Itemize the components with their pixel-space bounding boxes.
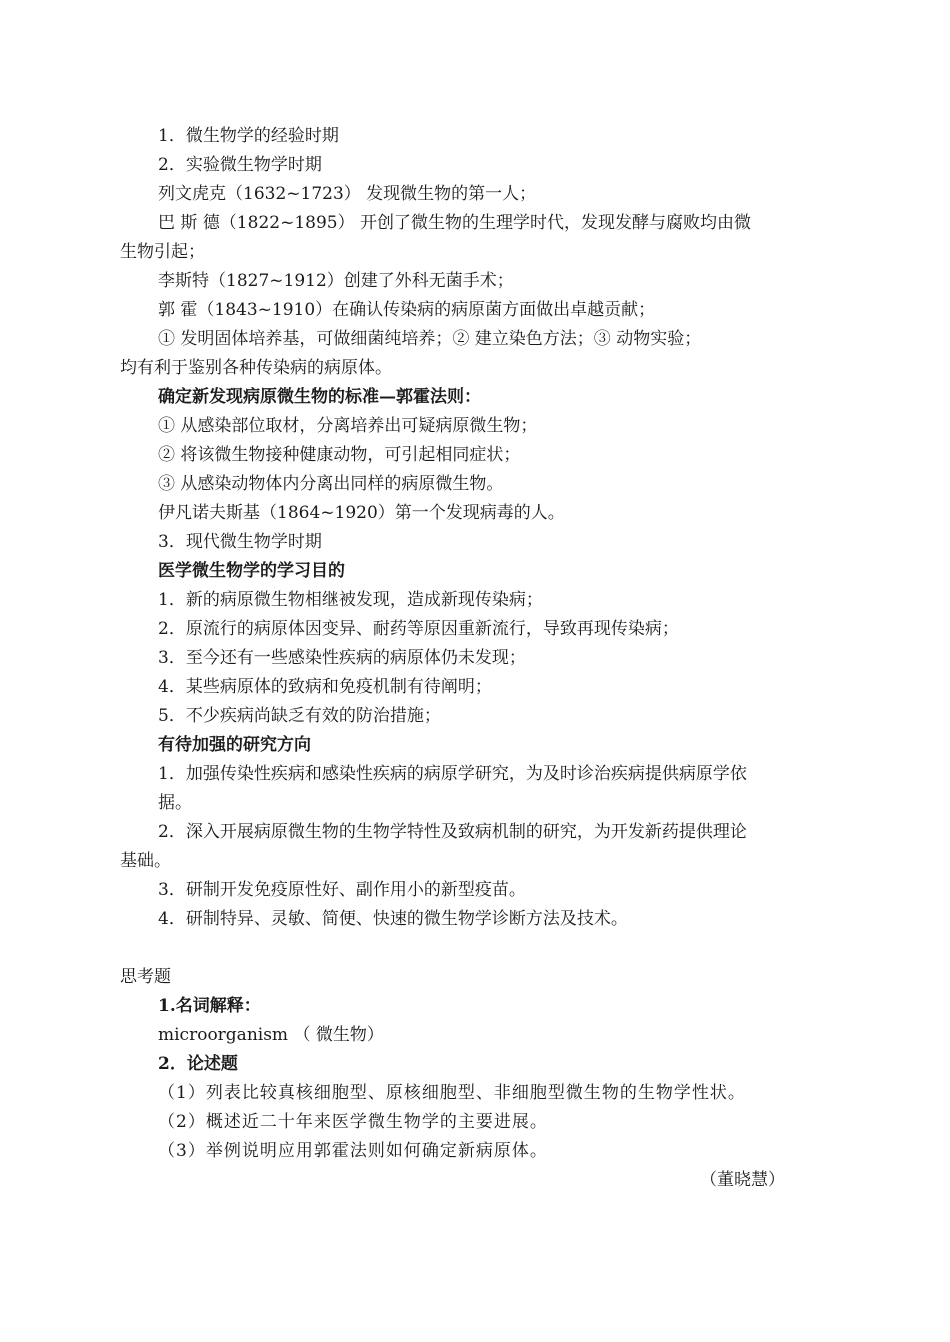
history-period-3: 3．现代微生物学时期 [158, 532, 322, 552]
research-item-2-line-1: 2．深入开展病原微生物的生物学特性及致病机制的研究，为开发新药提供理论 [158, 822, 747, 842]
postulate-3: ③ 从感染动物体内分离出同样的病原微生物。 [158, 474, 504, 494]
postulate-2: ② 将该微生物接种健康动物，可引起相同症状； [158, 445, 521, 465]
question-1-heading: 1.名词解释： [158, 996, 261, 1016]
purpose-item: 4．某些病原体的致病和免疫机制有待阐明； [158, 677, 492, 697]
question-2-item: （2）概述近二十年来医学微生物学的主要进展。 [158, 1112, 548, 1132]
research-item-4: 4．研制特异、灵敏、简便、快速的微生物学诊断方法及技术。 [158, 909, 628, 929]
koch-methods-line: ① 发明固体培养基，可做细菌纯培养；② 建立染色方法；③ 动物实验； [158, 329, 702, 349]
lister-line: 李斯特（1827~1912）创建了外科无菌手术； [158, 271, 514, 291]
history-period-2: 2．实验微生物学时期 [158, 155, 322, 175]
question-1-term: microorganism （ 微生物） [158, 1025, 384, 1045]
ivanovsky-line: 伊凡诺夫斯基（1864~1920）第一个发现病毒的人。 [158, 503, 565, 523]
pasteur-line-1: 巴 斯 德（1822~1895） 开创了微生物的生理学时代，发现发酵与腐败均由微 [158, 213, 751, 233]
purpose-item: 2．原流行的病原体因变异、耐药等原因重新流行，导致再现传染病； [158, 619, 679, 639]
research-item-3: 3．研制开发免疫原性好、副作用小的新型疫苗。 [158, 880, 526, 900]
question-2-item: （1）列表比较真核细胞型、原核细胞型、非细胞型微生物的生物学性状。 [158, 1083, 746, 1103]
research-item-1-line-2: 据。 [158, 793, 192, 813]
pasteur-line-2: 生物引起； [120, 242, 205, 262]
purpose-item: 1．新的病原微生物相继被发现，造成新现传染病； [158, 590, 543, 610]
purpose-item: 5．不少疾病尚缺乏有效的防治措施； [158, 706, 441, 726]
purpose-item: 3．至今还有一些感染性疾病的病原体仍未发现； [158, 648, 526, 668]
research-item-1-line-1: 1．加强传染性疾病和感染性疾病的病原学研究，为及时诊治疾病提供病原学依 [158, 764, 747, 784]
leeuwenhoek-line: 列文虎克（1632~1723） 发现微生物的第一人； [158, 184, 537, 204]
history-period-1: 1．微生物学的经验时期 [158, 126, 339, 146]
koch-summary-line: 均有利于鉴别各种传染病的病原体。 [120, 358, 392, 378]
questions-heading: 思考题 [120, 967, 171, 987]
koch-postulates-heading: 确定新发现病原微生物的标准—郭霍法则： [158, 387, 481, 407]
research-heading: 有待加强的研究方向 [158, 735, 311, 755]
postulate-1: ① 从感染部位取材，分离培养出可疑病原微生物； [158, 416, 538, 436]
author-signature: （董晓慧） [700, 1170, 785, 1190]
question-2-heading: 2．论述题 [158, 1054, 238, 1074]
question-2-item: （3）举例说明应用郭霍法则如何确定新病原体。 [158, 1141, 548, 1161]
koch-line: 郭 霍（1843~1910）在确认传染病的病原菌方面做出卓越贡献； [158, 300, 656, 320]
purpose-heading: 医学微生物学的学习目的 [158, 561, 345, 581]
research-item-2-line-2: 基础。 [120, 851, 171, 871]
